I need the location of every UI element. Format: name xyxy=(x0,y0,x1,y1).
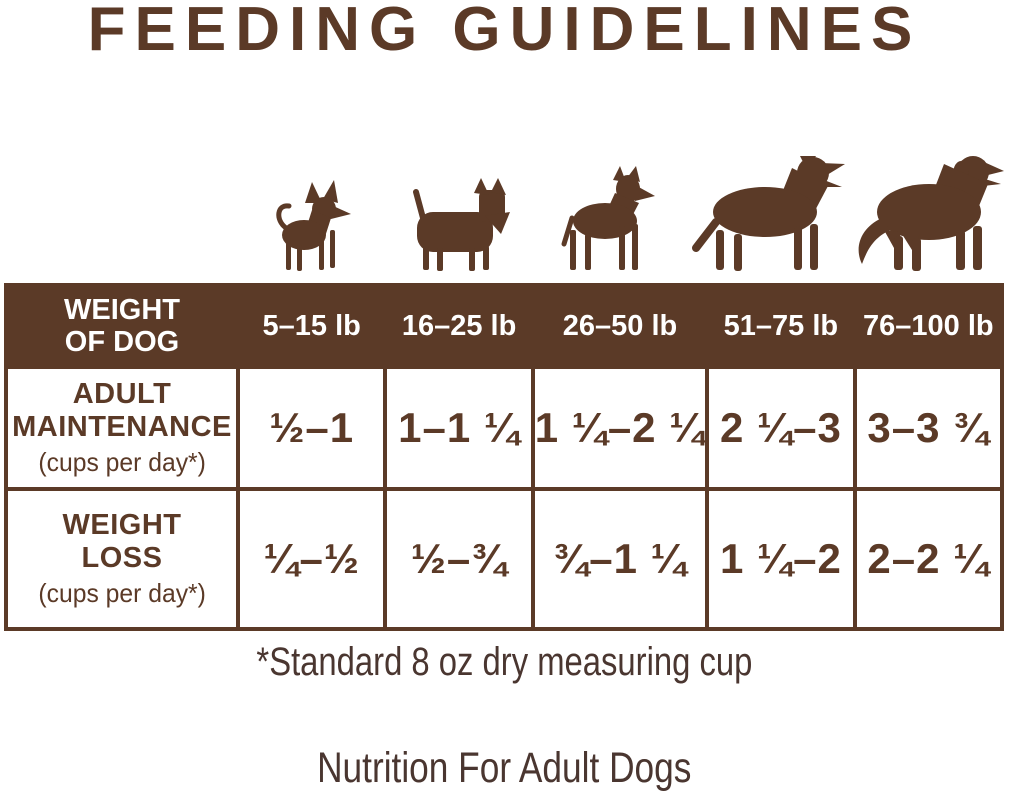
value-weight-loss-26-50: ¾–1 ¼ xyxy=(535,491,705,627)
column-header-76-100-lb: 76–100 lb xyxy=(863,309,994,342)
dog-silhouette-rottweiler xyxy=(688,154,848,272)
value-adult-maintenance-51-75: 2 ¼–3 xyxy=(709,369,852,487)
footnote-row xyxy=(0,640,1009,685)
dog-silhouette-bernese-mountain-dog xyxy=(852,152,1006,272)
dog-size-row xyxy=(0,0,1009,272)
column-header-5-15-lb: 5–15 lb xyxy=(262,309,361,342)
feeding-table xyxy=(4,283,1004,631)
column-header-26-50-lb: 26–50 lb xyxy=(562,309,678,342)
row-label-line-1: ADULT xyxy=(72,377,172,410)
page-title: FEEDING GUIDELINES xyxy=(87,0,922,64)
value-adult-maintenance-5-15: ½–1 xyxy=(240,369,383,487)
value-weight-loss-76-100: 2–2 ¼ xyxy=(857,491,1000,627)
table-corner-header xyxy=(8,287,236,365)
row-label-line-2: MAINTENANCE xyxy=(12,411,232,443)
bottom-caption-row xyxy=(0,744,1009,793)
column-header-51-75-lb: 51–75 lb xyxy=(723,309,839,342)
row-label-line-2: LOSS xyxy=(81,542,163,574)
corner-header-line-2: OF DOG xyxy=(64,326,180,358)
dog-silhouette-terrier xyxy=(413,178,517,272)
value-adult-maintenance-76-100: 3–3 ¾ xyxy=(857,369,1000,487)
value-adult-maintenance-16-25: 1–1 ¼ xyxy=(387,369,530,487)
column-header-16-25-lb: 16–25 lb xyxy=(401,309,517,342)
dog-silhouette-chihuahua xyxy=(274,180,354,272)
dog-silhouette-boxer xyxy=(560,166,668,272)
row-label-weight-loss xyxy=(8,491,236,627)
value-weight-loss-51-75: 1 ¼–2 xyxy=(709,491,852,627)
value-weight-loss-5-15: ¼–½ xyxy=(240,491,383,627)
footnote: *Standard 8 oz dry measuring cup xyxy=(256,640,753,684)
row-label-line-1: WEIGHT xyxy=(62,508,182,541)
corner-header-line-1: WEIGHT xyxy=(64,293,180,326)
row-unit-label: (cups per day*) xyxy=(38,578,206,609)
row-unit-label: (cups per day*) xyxy=(38,447,206,478)
value-weight-loss-16-25: ½–¾ xyxy=(387,491,530,627)
bottom-caption: Nutrition For Adult Dogs xyxy=(317,744,692,792)
value-adult-maintenance-26-50: 1 ¼–2 ¼ xyxy=(535,369,705,487)
row-label-adult-maintenance xyxy=(8,369,236,487)
